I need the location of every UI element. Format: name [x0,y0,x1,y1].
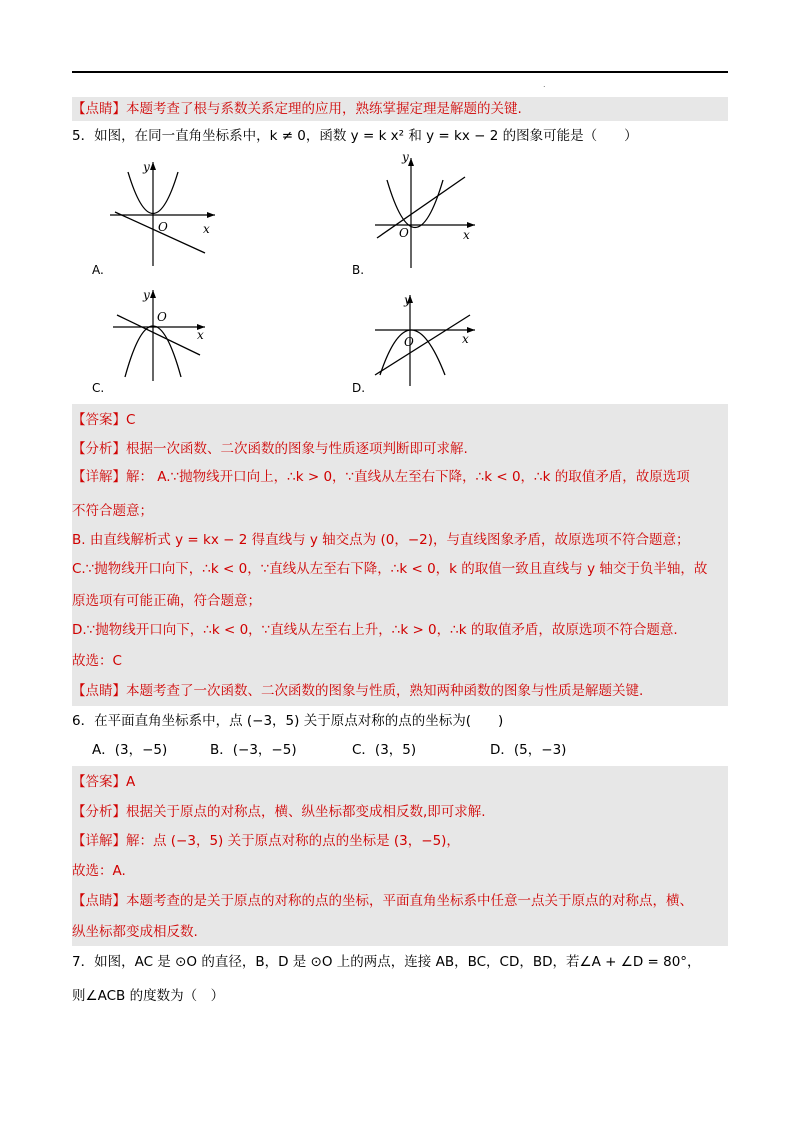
graph-c-origin: O [157,310,167,324]
graph-c [105,285,225,385]
graph-a-x-label: x [203,222,210,236]
q5-analysis-text: 根据一次函数、二次函数的图象与性质逐项判断即可求解. [126,441,468,457]
q5-answer-tag: 【答案】 [72,412,126,428]
q6-analysis [72,800,728,824]
graph-c-x-label: x [197,328,204,342]
q5-comment-text: 本题考查了一次函数、二次函数的图象与性质，熟知两种函数的图象与性质是解题关键. [126,683,644,699]
q5-answer-value: C [126,412,136,428]
graph-b-y-label: y [402,150,409,164]
q6-option-b: B．(−3，−5) [210,742,297,758]
q6-options [92,738,712,762]
q5-detail-5: 原选项有可能正确，符合题意； [72,593,261,609]
graph-d [365,290,495,390]
q6-analysis-tag: 【分析】 [72,804,126,820]
q4-comment-text: 本题考查了根与系数关系定理的应用，熟练掌握定理是解题的关键. [126,101,522,117]
q6-choose: 故选：A. [72,863,126,879]
header-rule [72,71,728,73]
q6-comment-1 [72,889,728,913]
q5-detail-4: C.∵抛物线开口向下，∴k < 0，∵直线从左至右下降，∴k < 0，k 的取值一致且直线与 y 轴交于负半轴，故 [72,561,708,577]
q5-detail-2: 不符合题意； [72,503,153,519]
q6-detail-tag: 【详解】 [72,833,126,849]
header-dot: . [543,80,546,89]
q7-stem-1: 7．如图，AC 是 ⊙O 的直径，B，D 是 ⊙O 上的两点，连接 AB，BC，CD，BD，若∠A + ∠D = 80°， [72,954,701,970]
q5-detail-6: D.∵抛物线开口向下，∴k < 0，∵直线从左至右上升，∴k > 0，∴k 的取值矛盾，故原选项不符合题意. [72,622,678,638]
graph-c-label: C. [92,381,105,395]
q6-detail-text: 解：点 (−3，5) 关于原点对称的点的坐标是 (3，−5)， [126,833,460,849]
graph-b-origin: O [399,226,409,240]
graph-a-origin: O [158,220,168,234]
q6-comment-1-text: 本题考查的是关于原点的对称的点的坐标，平面直角坐标系中任意一点关于原点的对称点，横、 [126,893,693,909]
q6-comment-2: 纵坐标都变成相反数. [72,924,198,940]
q5-comment [72,679,728,703]
q6-comment-tag: 【点睛】 [72,893,126,909]
q6-analysis-text: 根据关于原点的对称点，横、纵坐标都变成相反数,即可求解. [126,804,486,820]
q6-option-d: D．(5，−3) [490,742,567,758]
graph-a [100,150,230,275]
graph-b-x-label: x [463,228,470,242]
graph-b [365,150,495,275]
graph-d-y-label: y [404,293,411,307]
q5-stem: 5．如图，在同一直角坐标系中，k ≠ 0，函数 y = k x² 和 y = kx − 2 的图象可能是（ ） [72,128,638,144]
q5-detail-1-text: 解： A.∵抛物线开口向上，∴k > 0，∵直线从左至右下降，∴k < 0，∴k 的取值矛盾，故原选项 [126,469,690,485]
q6-answer [72,770,728,794]
q6-option-c: C．(3，5) [352,742,417,758]
q6-answer-value: A [126,774,136,790]
graph-a-y-label: y [143,160,150,174]
q5-analysis [72,437,728,461]
q6-option-a: A．(3，−5) [92,742,168,758]
q5-choose: 故选：C [72,653,122,669]
graph-d-x-label: x [462,332,469,346]
q5-detail-1 [72,465,728,489]
q6-stem: 6．在平面直角坐标系中，点 (−3，5) 关于原点对称的点的坐标为( ) [72,713,504,729]
q7-stem-2: 则∠ACB 的度数为（ ） [72,988,225,1004]
graph-a-label: A. [92,263,104,277]
q4-comment [72,97,728,121]
graph-d-label: D. [352,381,366,395]
q5-detail-3: B. 由直线解析式 y = kx − 2 得直线与 y 轴交点为 (0，−2)，与直线图象矛盾，故原选项不符合题意； [72,532,690,548]
q5-comment-tag: 【点睛】 [72,683,126,699]
graph-d-origin: O [404,335,414,349]
q6-detail [72,829,728,853]
q5-answer [72,408,728,432]
q6-answer-tag: 【答案】 [72,774,126,790]
q5-analysis-tag: 【分析】 [72,441,126,457]
graph-b-label: B. [352,263,365,277]
graph-c-y-label: y [143,288,150,302]
q5-detail-tag: 【详解】 [72,469,126,485]
q4-comment-tag: 【点睛】 [72,101,126,117]
